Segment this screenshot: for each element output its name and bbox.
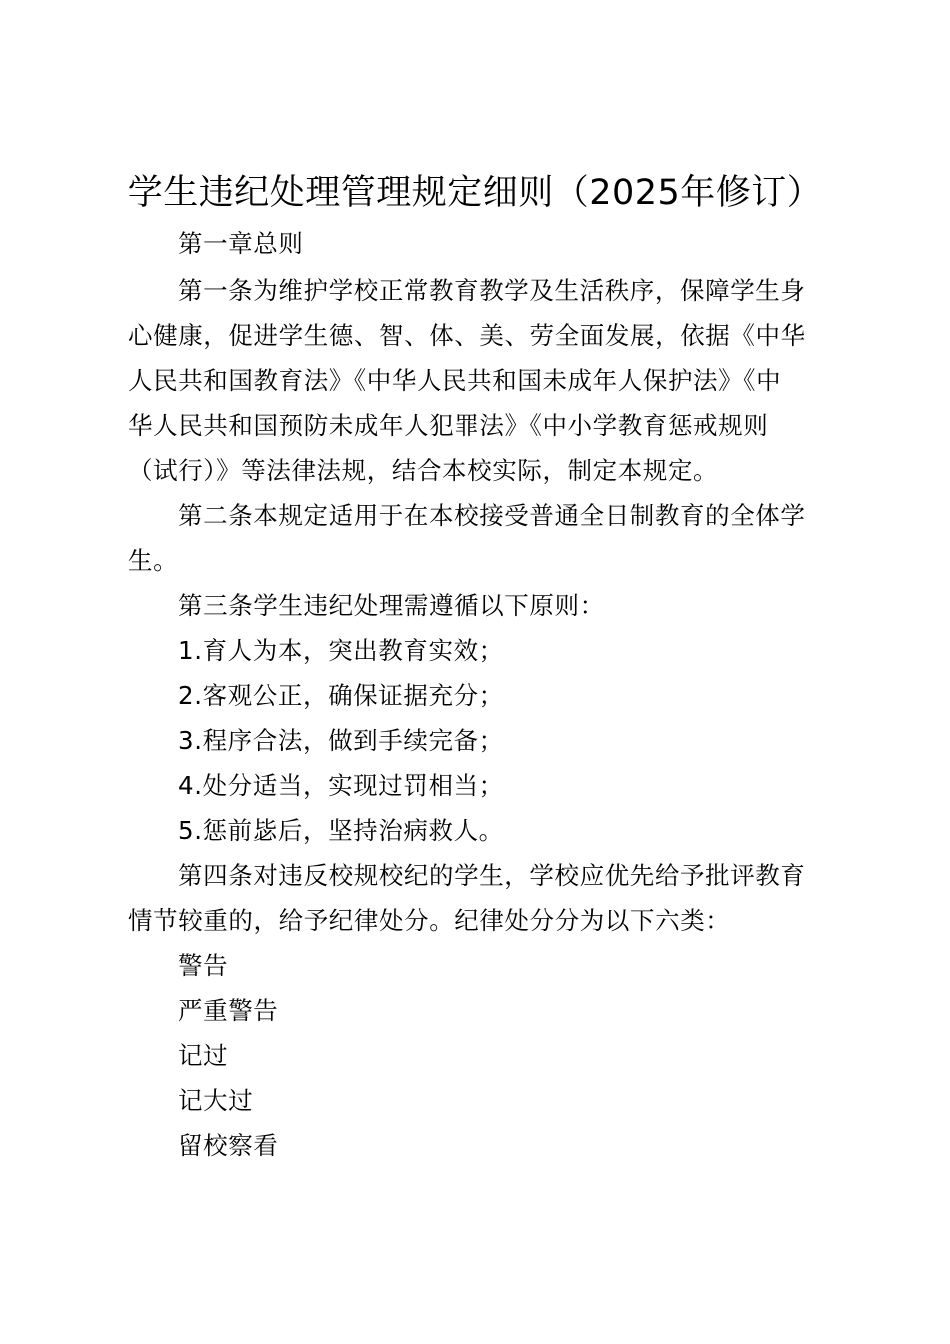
principle-item: 4.处分适当，实现过罚相当； [178, 771, 504, 800]
article2-line: 生。 [128, 546, 179, 575]
principle-item: 1.育人为本，突出教育实效； [178, 636, 504, 665]
penalty-item: 警告 [178, 951, 229, 980]
penalty-item: 记大过 [178, 1086, 254, 1115]
article3-heading: 第三条学生违纪处理需遵循以下原则： [178, 591, 605, 620]
principle-item: 3.程序合法，做到手续完备； [178, 726, 504, 755]
penalty-item: 留校察看 [178, 1131, 279, 1160]
article4-line: 情节较重的，给予纪律处分。纪律处分分为以下六类： [128, 906, 731, 935]
article1-line: 心健康，促进学生德、智、体、美、劳全面发展，依据《中华 [128, 321, 806, 350]
chapter-heading: 第一章总则 [178, 229, 304, 258]
article1-line: 人民共和国教育法》《中华人民共和国未成年人保护法》《中 [128, 366, 782, 395]
principle-item: 5.惩前毖后，坚持治病救人。 [178, 816, 504, 845]
article1-line: （试行）》等法律法规，结合本校实际，制定本规定。 [128, 456, 719, 485]
article4-line: 第四条对违反校规校纪的学生，学校应优先给予批评教育 [178, 861, 806, 890]
penalty-item: 记过 [178, 1041, 229, 1070]
article1-line: 华人民共和国预防未成年人犯罪法》《中小学教育惩戒规则 [128, 411, 769, 440]
article2-line: 第二条本规定适用于在本校接受普通全日制教育的全体学 [178, 501, 806, 530]
principle-item: 2.客观公正，确保证据充分； [178, 681, 504, 710]
document-title: 学生违纪处理管理规定细则（2025年修订） [127, 173, 823, 213]
article1-line: 第一条为维护学校正常教育教学及生活秩序，保障学生身 [178, 276, 806, 305]
penalty-item: 严重警告 [178, 996, 279, 1025]
